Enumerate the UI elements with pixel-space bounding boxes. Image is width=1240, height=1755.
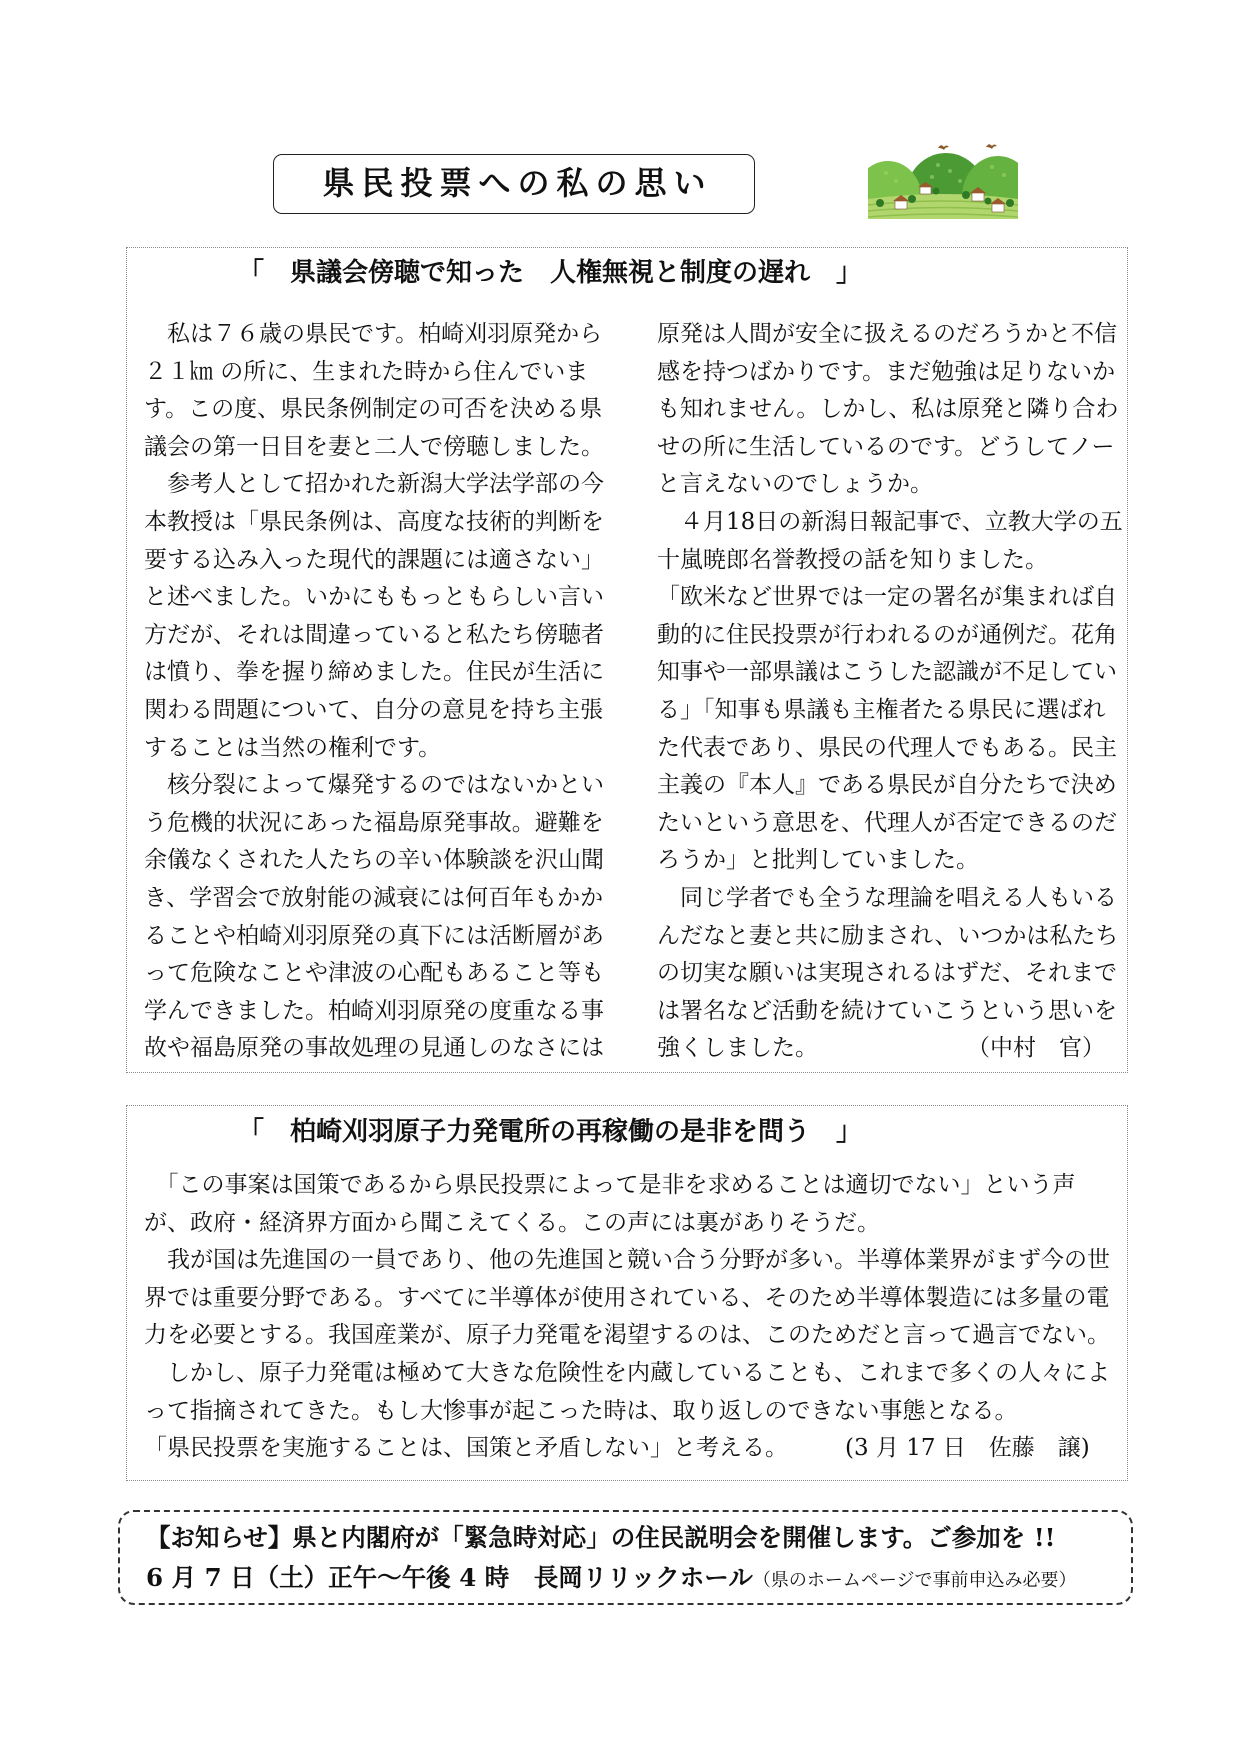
text-line: 要する込み入った現代的課題には適さない」 [144, 546, 604, 573]
page-title: 県民投票への私の思い [322, 164, 713, 202]
bird-icon [938, 145, 949, 150]
text-line: ることや柏崎刈羽原発の真下には活断層があ [144, 922, 604, 949]
text-line: 関わる問題について、自分の意見を持ち主張 [144, 696, 604, 723]
article-2-author: (3 月 17 日 佐藤 譲) [845, 1435, 1090, 1462]
text-line: と言えないのでしょうか。 [657, 471, 933, 498]
text-line: う危機的状況にあった福島原発事故。避難を [144, 809, 604, 836]
text-line: た代表であり、県民の代理人でもある。民主 [657, 734, 1117, 761]
text-line: は憤り、拳を握り締めました。住民が生活に [144, 659, 604, 686]
text-line: 故や福島原発の事故処理の見通しのなさには [144, 1035, 604, 1062]
notice-headline: 【お知らせ】県と内閣府が「緊急時対応」の住民説明会を開催します。ご参加を !! [146, 1523, 1056, 1552]
text-line: することは当然の権利です。 [144, 734, 442, 761]
text-line: 知事や一部県議はこうした認識が不足してい [657, 659, 1117, 686]
text-line: 核分裂によって爆発するのではないかとい [144, 772, 604, 799]
text-line: は署名など活動を続けていこうという思いを [657, 997, 1117, 1024]
text-line: しかし、原子力発電は極めて大きな危険性を内蔵していることも、これまで多くの人々によ [144, 1359, 1110, 1386]
text-line: ２１㎞ の所に、生まれた時から住んでいま [144, 358, 589, 385]
text-line: 同じ学者でも全うな理論を唱える人もいる [657, 884, 1117, 911]
text-line: 感を持つばかりです。まだ勉強は足りないか [657, 358, 1116, 385]
article-1-left-column [144, 316, 606, 1068]
text-line: 界では重要分野である。すべてに半導体が使用されている、そのため半導体製造には多量の電 [144, 1284, 1110, 1311]
text-line: 「県民投票を実施することは、国策と矛盾しない」と考える。 [144, 1435, 788, 1462]
text-line: たいという意思を、代理人が否定できるのだ [657, 809, 1117, 836]
text-line-with-author [144, 1430, 1119, 1468]
registration-note: （県のホームページで事前申込み必要） [752, 1570, 1077, 1591]
article-2-body [144, 1167, 1119, 1468]
article-1-right-column [657, 316, 1123, 1068]
text-line: んだなと妻と共に励まされ、いつかは私たち [657, 922, 1119, 949]
text-line: ４月18日の新潟日報記事で、立教大学の五 [657, 508, 1123, 535]
text-line: 強くしました。 [657, 1035, 818, 1062]
page-title-box [273, 154, 755, 214]
text-line: る」「知事も県議も主権者たる県民に選ばれ [657, 696, 1106, 723]
text-line: 学んできました。柏崎刈羽原発の度重なる事 [144, 997, 604, 1024]
text-line: 十嵐暁郎名誉教授の話を知りました。 [657, 546, 1048, 573]
text-line: の切実な願いは実現されるはずだ、それまで [657, 960, 1117, 987]
event-details: 6 月 7 日（土）正午～午後 4 時 長岡リリックホール [146, 1563, 753, 1592]
text-line: 力を必要とする。我国産業が、原子力発電を渇望するのは、このためだと言って過言でない。 [144, 1322, 1110, 1349]
text-line: 原発は人間が安全に扱えるのだろうかと不信 [657, 321, 1117, 347]
text-line: す。この度、県民条例制定の可否を決める県 [144, 396, 603, 423]
text-line: 余儀なくされた人たちの辛い体験談を沢山聞 [144, 847, 604, 874]
article-1-author: （中村 官） [967, 1035, 1105, 1062]
text-line: が、政府・経済界方面から聞こえてくる。この声には裏がありそうだ。 [144, 1209, 880, 1236]
text-line: 我が国は先進国の一員であり、他の先進国と競い合う分野が多い。半導体業界がまず今の世 [144, 1247, 1110, 1274]
text-line: せの所に生活しているのです。どうしてノー [657, 433, 1115, 460]
article-2-heading: 「 柏崎刈羽原子力発電所の再稼働の是非を問う 」 [238, 1117, 863, 1147]
text-line-with-author [657, 1030, 1119, 1068]
text-line: 主義の『本人』である県民が自分たちで決め [657, 772, 1117, 799]
text-line: 「この事案は国策であるから県民投票によって是非を求めることは適切でない」という声 [144, 1172, 1076, 1198]
text-line: 私は７６歳の県民です。柏崎刈羽原発から [144, 321, 603, 347]
bird-icon [986, 144, 997, 149]
text-line: も知れません。しかし、私は原発と隣り合わ [657, 396, 1119, 423]
text-line: ろうか」と批判していました。 [657, 847, 979, 874]
text-line: 動的に住民投票が行われるのが通例だ。花角 [657, 621, 1117, 648]
article-1-heading: 「 県議会傍聴で知った 人権無視と制度の遅れ 」 [238, 258, 863, 288]
text-line: 「欧米など世界では一定の署名が集まれば自 [657, 584, 1117, 611]
text-line: き、学習会で放射能の減衰には何百年もかか [144, 884, 604, 911]
text-line: 方だが、それは間違っていると私たち傍聴者 [144, 621, 604, 648]
text-line: 参考人として招かれた新潟大学法学部の今 [144, 471, 604, 498]
text-line: と述べました。いかにももっともらしい言い [144, 584, 604, 611]
landscape-illustration [868, 143, 1018, 219]
notice-event-line [146, 1561, 1076, 1598]
text-line: 議会の第一日目を妻と二人で傍聴しました。 [144, 433, 604, 460]
text-line: 本教授は「県民条例は、高度な技術的判断を [144, 508, 604, 535]
text-line: って指摘されてきた。もし大惨事が起こった時は、取り返しのできない事態となる。 [144, 1397, 1018, 1424]
text-line: って危険なことや津波の心配もあること等も [144, 960, 604, 987]
